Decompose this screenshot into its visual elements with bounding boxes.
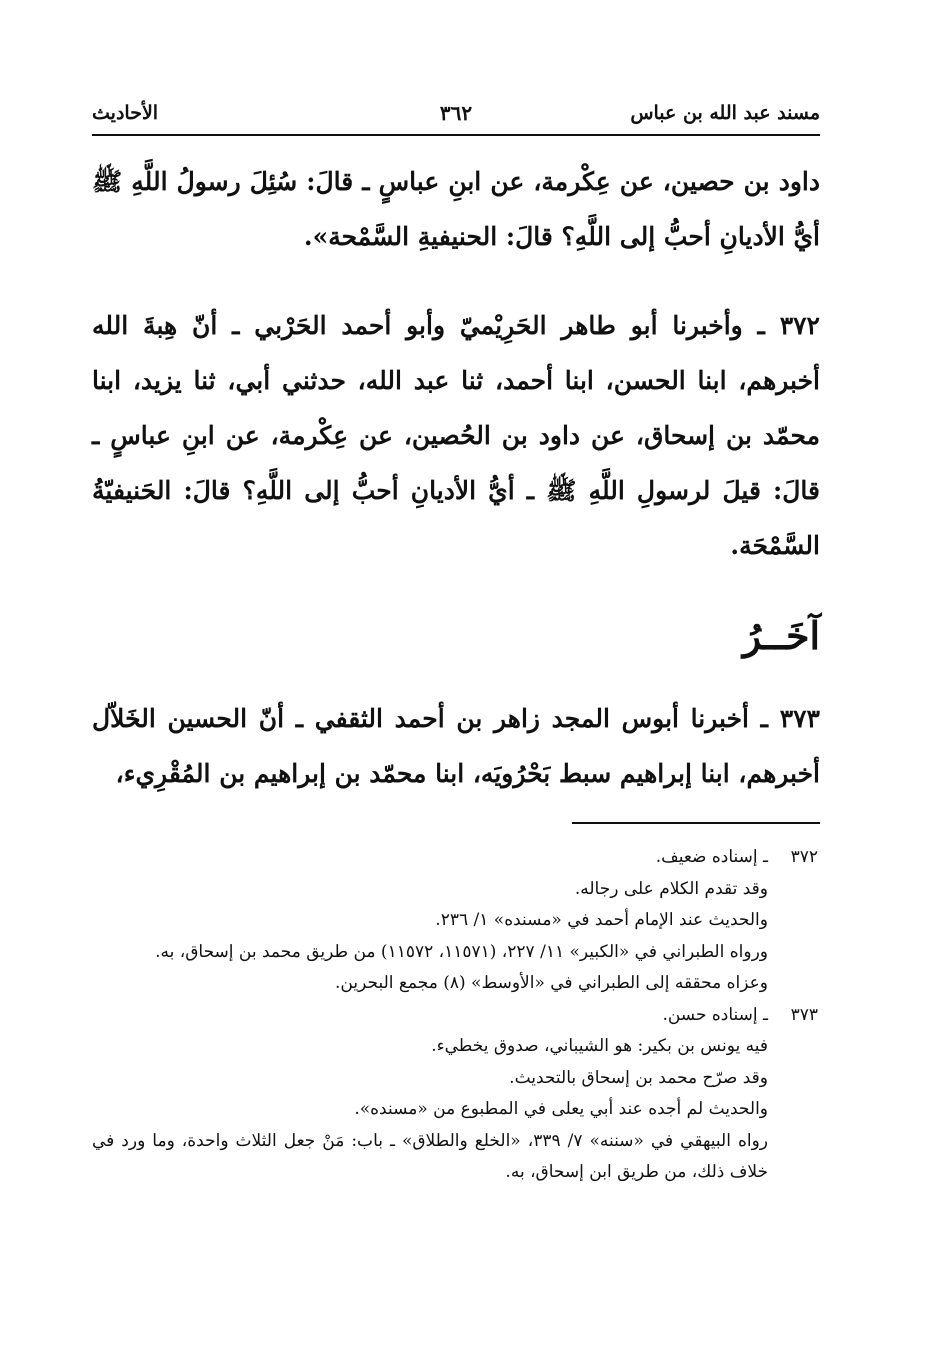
paragraph-continuation: داود بن حصين، عن عِكْرمة، عن ابنِ عباسٍ ـ قالَ: سُئِلَ رسولُ اللَّهِ ﷺ أيُّ الأديانِ أحبُّ إلى اللَّهِ؟ قالَ: الحنيفيةِ السَّمْحة». (92, 167, 820, 251)
footnote-line: ورواه الطبراني في «الكبير» ١١/ ٢٢٧، (١١٥٧١، ١١٥٧٢) من طريق محمد بن إسحاق، به. (155, 941, 768, 962)
page-number: ٣٦٢ (439, 101, 473, 125)
footnote-372-first-line (92, 842, 818, 874)
footnote-number-373: ٣٧٣ (790, 1004, 818, 1025)
footnotes (92, 842, 818, 1189)
footnote-line: فيه يونس بن بكير: هو الشيباني، صدوق يخطيء. (431, 1036, 768, 1056)
hadith-372 (92, 298, 820, 573)
footnote-373-grade: ـ إسناده حسن. (662, 1004, 768, 1025)
footnote-line: رواه البيهقي في «سننه» ٧/ ٣٣٩، «الخلع والطلاق» ـ باب: مَنْ جعل الثلاث واحدة، وما ورد في خلاف ذلك، من طريق ابن إسحاق، به. (92, 1130, 768, 1182)
book-title: مسند عبد الله بن عباس (630, 102, 820, 124)
footnote-372-grade: ـ إسناده ضعيف. (655, 847, 768, 867)
footnote-line: وعزاه محققه إلى الطبراني في «الأوسط» (٨) مجمع البحرين. (335, 973, 768, 993)
footnote-line: وقد صرّح محمد بن إسحاق بالتحديث. (509, 1067, 768, 1088)
section-heading: آخَــرُ (742, 613, 820, 658)
footnote-372 (92, 842, 818, 1000)
hadith-number-372: ٣٧٢ (779, 311, 820, 340)
running-header (92, 96, 820, 130)
footnote-divider (572, 822, 820, 824)
header-divider (92, 134, 820, 136)
footnote-line: والحديث لم أجده عند أبي يعلى في المطبوع من «مسنده». (354, 1099, 768, 1119)
hadith-number-373: ٣٧٣ (779, 704, 820, 733)
hadith-373 (92, 691, 820, 801)
section-title: الأحاديث (92, 102, 159, 124)
footnote-373-first-line (92, 1000, 818, 1032)
footnote-number-372: ٣٧٢ (790, 847, 818, 867)
hadith-text-372: ـ وأخبرنا أبو طاهر الحَرِيْميّ وأبو أحمد الحَرْبي ـ أنّ هِبةَ الله أخبرهم، ابنا الحسن، ابنا أحمد، ثنا عبد الله، حدثني أبي، ثنا يزيد، ابنا محمّد بن إسحاق، عن داود بن الحُصين، عن عِكْرمة، عن ابنِ عباسٍ ـ قالَ: قيلَ لرسولِ اللَّهِ ﷺ ـ أيُّ الأديانِ أحبُّ إلى اللَّهِ؟ قالَ: الحَنيفيّةُ السَّمْحَة. (92, 311, 820, 560)
footnote-373 (92, 1000, 818, 1189)
main-text (92, 154, 820, 801)
footnote-line: وقد تقدم الكلام على رجاله. (574, 878, 768, 899)
hadith-text-373: ـ أخبرنا أبوس المجد زاهر بن أحمد الثقفي ـ أنّ الحسين الخَلاّل أخبرهم، ابنا إبراهيم سبط بَحْرُويَه، ابنا محمّد بن إبراهيم بن المُقْرِيء، (92, 704, 820, 788)
footnote-line: والحديث عند الإمام أحمد في «مسنده» ١/ ٢٣٦. (435, 910, 768, 930)
